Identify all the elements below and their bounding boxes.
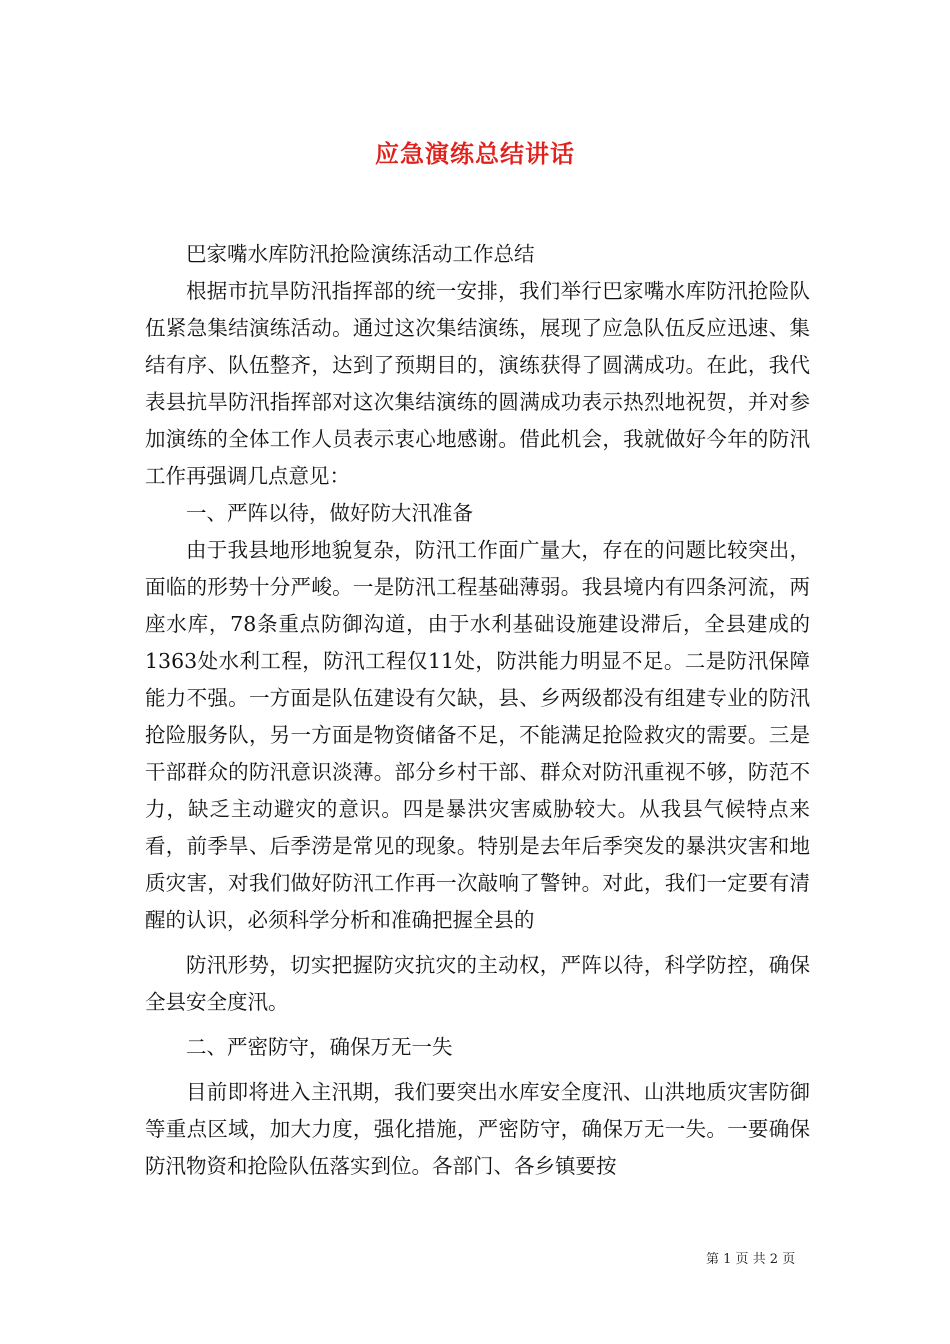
document-title: 应急演练总结讲话 bbox=[375, 139, 575, 168]
body-paragraph: 防汛形势，切实把握防灾抗灾的主动权，严阵以待，科学防控，确保全县安全度汛。 bbox=[145, 953, 810, 1014]
section-heading: 一、严阵以待，做好防大汛准备 bbox=[186, 501, 473, 525]
body-paragraph: 由于我县地形地貌复杂，防汛工作面广量大，存在的问题比较突出，面临的形势十分严峻。一是防汛工程基础薄弱。我县境内有四条河流，两座水库，78条重点防御沟道，由于水利基础设施建设滞后，全县建成的1363处水利工程，防汛工程仅11处，防洪能力明显不足。二是防汛保障能力不强。一方面是队伍建设有欠缺，县、乡两级都没有组建专业的防汛抢险服务队，另一方面是物资储备不足，不能满足抢险救灾的需要。三是干部群众的防汛意识淡薄。部分乡村干部、群众对防汛重视不够，防范不力，缺乏主动避灾的意识。四是暴洪灾害威胁较大。从我县气候特点来看，前季旱、后季涝是常见的现象。特别是去年后季突发的暴洪灾害和地质灾害，对我们做好防汛工作再一次敲响了警钟。对此，我们一定要有清醒的认识，必须科学分析和准确把握全县的 bbox=[145, 538, 810, 932]
document-body bbox=[145, 236, 810, 1185]
body-paragraph: 根据市抗旱防汛指挥部的统一安排，我们举行巴家嘴水库防汛抢险队伍紧急集结演练活动。通过这次集结演练，展现了应急队伍反应迅速、集结有序、队伍整齐，达到了预期目的，演练获得了圆满成功。在此，我代表县抗旱防汛指挥部对这次集结演练的圆满成功表示热烈地祝贺，并对参加演练的全体工作人员表示衷心地感谢。借此机会，我就做好今年的防汛工作再强调几点意见： bbox=[145, 279, 810, 488]
subtitle-paragraph: 巴家嘴水库防汛抢险演练活动工作总结 bbox=[186, 242, 535, 266]
body-paragraph: 目前即将进入主汛期，我们要突出水库安全度汛、山洪地质灾害防御等重点区域，加大力度，强化措施，严密防守，确保万无一失。一要确保防汛物资和抢险队伍落实到位。各部门、各乡镇要按 bbox=[145, 1080, 810, 1178]
section-heading: 二、严密防守，确保万无一失 bbox=[186, 1035, 453, 1059]
page-number-footer: 第 1 页 共 2 页 bbox=[706, 1252, 796, 1267]
